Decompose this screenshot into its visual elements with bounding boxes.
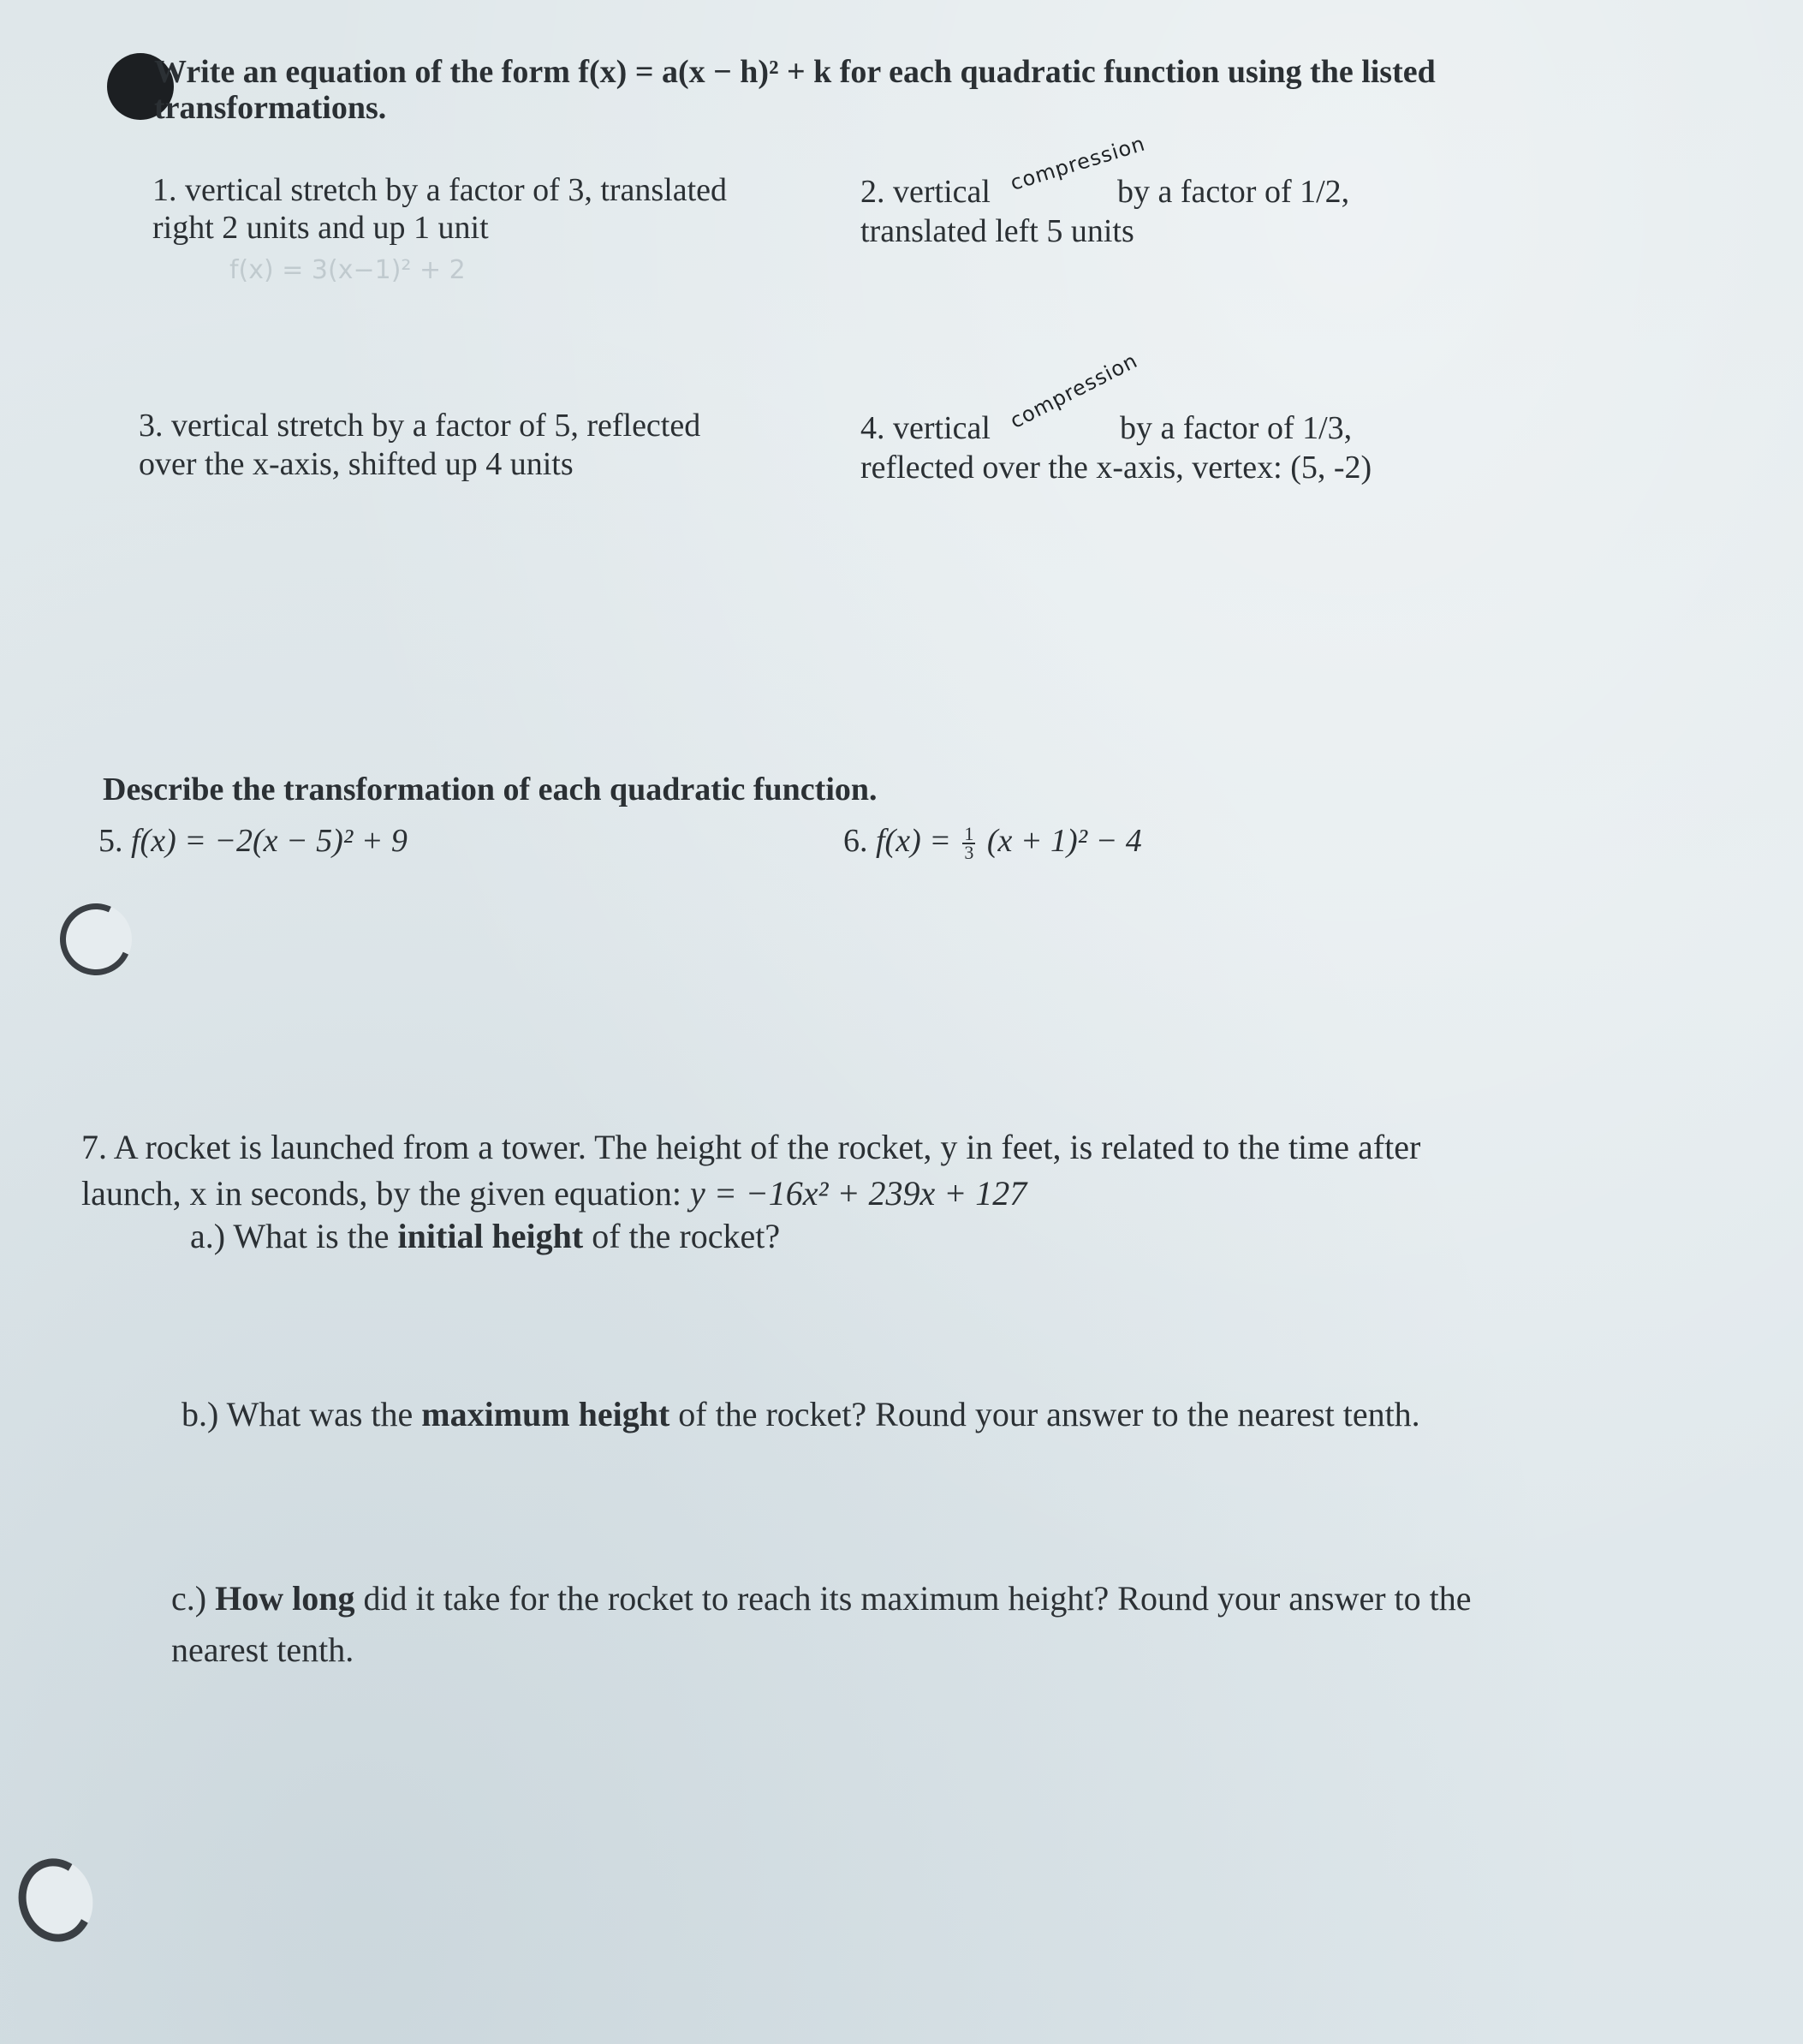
problem-1-number: 1. [152,172,177,208]
problem-1-line-1 [152,171,727,209]
instruction-line-2: transformations. [154,90,387,126]
problem-4-number: 4. [860,410,885,446]
problem-2-line-2: translated left 5 units [860,213,1134,249]
instruction-line-1: Write an equation of the form f(x) = a(x − h)² + k for each quadratic function using the listed [154,54,1436,90]
problem-2-number: 2. [860,174,885,210]
question-a-post: of the rocket? [583,1217,781,1255]
question-c-post: did it take for the rocket to reach its maximum height? Round your answer to the [354,1579,1472,1618]
handwritten-compression-4: compression [1006,348,1142,433]
fraction-numerator: 1 [964,823,974,845]
problem-5-number: 5. [98,823,123,859]
pencil-scribble: f(x) = 3(x−1)² + 2 [229,255,466,285]
problem-7-line-1: 7. A rocket is launched from a tower. The height of the rocket, y in feet, is related to the time after [81,1128,1421,1166]
problem-5-line [98,822,408,860]
problem-4-text-pre: vertical [893,410,991,446]
punch-hole-bottom [9,1850,102,1951]
problem-6-number: 6. [843,823,868,859]
problem-2-line-1 [860,173,991,211]
problem-7-line-2 [81,1175,1026,1213]
problem-3-text-1: vertical stretch by a factor of 5, reflected [171,408,701,444]
question-b [181,1396,1420,1433]
problem-7-line-2-text: launch, x in seconds, by the given equation: [81,1174,690,1213]
problem-1-text-1: vertical stretch by a factor of 3, translated [185,172,728,208]
question-c-pre: c.) [171,1579,216,1618]
problem-3-line-2: over the x-axis, shifted up 4 units [139,446,574,482]
fraction-denominator: 3 [964,842,974,864]
problem-1-line-2: right 2 units and up 1 unit [152,210,489,246]
problem-5-equation: f(x) = −2(x − 5)² + 9 [131,823,408,859]
question-b-post: of the rocket? Round your answer to the nearest tenth. [669,1395,1420,1433]
problem-4-line-2: reflected over the x-axis, vertex: (5, -2) [860,450,1372,486]
problem-6-rhs: (x + 1)² − 4 [986,823,1142,859]
question-b-pre: b.) What was the [181,1395,422,1433]
question-b-bold: maximum height [421,1395,670,1433]
problem-2-text-post: by a factor of 1/2, [1117,174,1350,210]
question-c-line-2: nearest tenth. [171,1630,354,1669]
question-a-bold: initial height [397,1217,584,1255]
punch-hole-middle [50,893,142,986]
problem-4-text-post: by a factor of 1/3, [1120,410,1353,446]
problem-6-lhs: f(x) = [876,823,951,859]
problem-6-line [843,822,1142,864]
rocket-equation: y = −16x² + 239x + 127 [689,1174,1027,1213]
problem-3-number: 3. [139,408,164,444]
problem-3-line-1 [139,407,700,444]
problem-4-line-1 [860,409,991,447]
problem-2-text-pre: vertical [893,174,991,210]
question-c-bold: How long [215,1579,355,1618]
handwritten-compression-2: compression [1007,131,1149,195]
problem-6-fraction [962,823,975,864]
question-c-line-1 [171,1580,1472,1618]
question-a-pre: a.) What is the [190,1217,398,1255]
question-a [190,1218,780,1255]
section-2-heading: Describe the transformation of each quadratic function. [103,772,878,807]
